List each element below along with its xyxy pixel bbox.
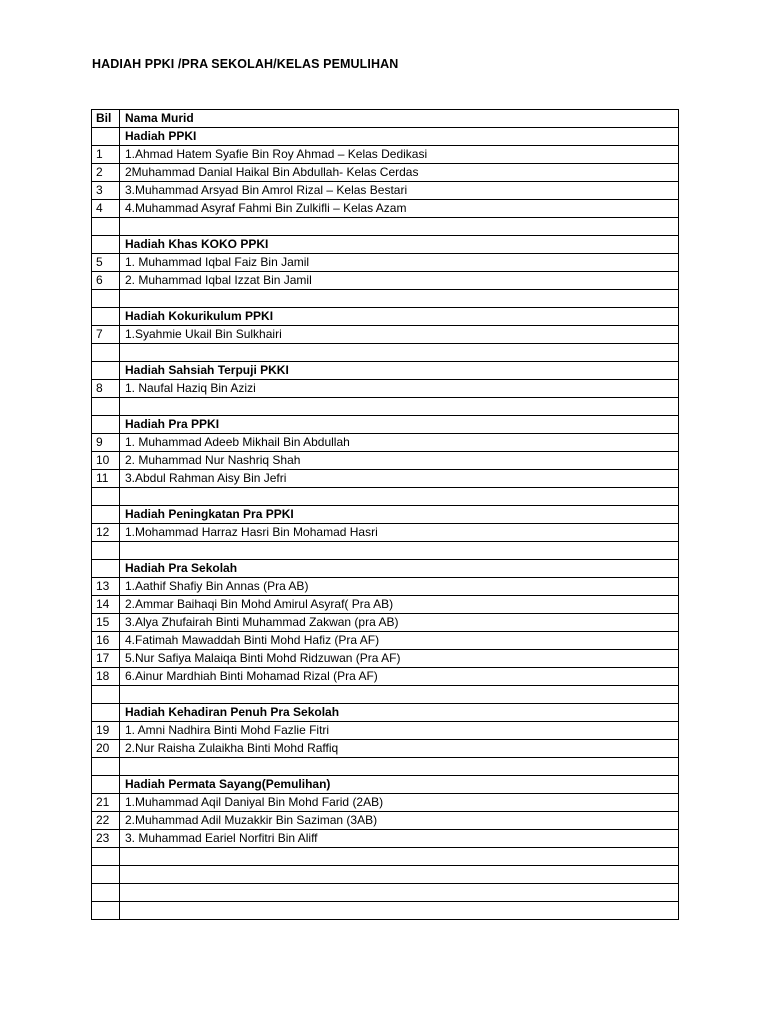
row-number: 19 — [92, 722, 120, 740]
blank-row — [92, 398, 679, 416]
student-name: 3.Alya Zhufairah Binti Muhammad Zakwan (pra AB) — [120, 614, 679, 632]
blank-row — [92, 686, 679, 704]
row-number: 8 — [92, 380, 120, 398]
row-number — [92, 848, 120, 866]
table-row — [92, 452, 679, 470]
student-name — [120, 686, 679, 704]
student-name: 1.Syahmie Ukail Bin Sulkhairi — [120, 326, 679, 344]
section-heading-row — [92, 416, 679, 434]
row-number: 13 — [92, 578, 120, 596]
row-number — [92, 560, 120, 578]
student-name: 4.Muhammad Asyraf Fahmi Bin Zulkifli – Kelas Azam — [120, 200, 679, 218]
table-row — [92, 326, 679, 344]
table-row — [92, 740, 679, 758]
student-name: 2.Nur Raisha Zulaikha Binti Mohd Raffiq — [120, 740, 679, 758]
section-heading: Hadiah Pra PPKI — [120, 416, 679, 434]
table-row — [92, 632, 679, 650]
row-number — [92, 128, 120, 146]
section-heading-row — [92, 236, 679, 254]
row-number — [92, 506, 120, 524]
student-name — [120, 542, 679, 560]
row-number — [92, 884, 120, 902]
row-number: 15 — [92, 614, 120, 632]
section-heading-row — [92, 308, 679, 326]
student-name — [120, 398, 679, 416]
student-name: 6.Ainur Mardhiah Binti Mohamad Rizal (Pra AF) — [120, 668, 679, 686]
student-name: 1.Aathif Shafiy Bin Annas (Pra AB) — [120, 578, 679, 596]
row-number — [92, 758, 120, 776]
row-number — [92, 488, 120, 506]
section-heading: Hadiah Sahsiah Terpuji PKKI — [120, 362, 679, 380]
table-row — [92, 722, 679, 740]
section-heading: Hadiah PPKI — [120, 128, 679, 146]
table-row — [92, 578, 679, 596]
table-row — [92, 614, 679, 632]
blank-row — [92, 848, 679, 866]
student-name: 3.Muhammad Arsyad Bin Amrol Rizal – Kelas Bestari — [120, 182, 679, 200]
student-name — [120, 848, 679, 866]
section-heading: Hadiah Peningkatan Pra PPKI — [120, 506, 679, 524]
blank-row — [92, 488, 679, 506]
section-heading-row — [92, 506, 679, 524]
student-name — [120, 884, 679, 902]
table-row — [92, 812, 679, 830]
student-name: 2. Muhammad Iqbal Izzat Bin Jamil — [120, 272, 679, 290]
blank-row — [92, 884, 679, 902]
section-heading-row — [92, 704, 679, 722]
row-number: 16 — [92, 632, 120, 650]
table-row — [92, 272, 679, 290]
student-name: 2.Muhammad Adil Muzakkir Bin Saziman (3AB) — [120, 812, 679, 830]
row-number — [92, 218, 120, 236]
student-name: 3. Muhammad Eariel Norfitri Bin Aliff — [120, 830, 679, 848]
document-title: HADIAH PPKI /PRA SEKOLAH/KELAS PEMULIHAN — [92, 57, 399, 71]
row-number — [92, 344, 120, 362]
student-name: 5.Nur Safiya Malaiqa Binti Mohd Ridzuwan (Pra AF) — [120, 650, 679, 668]
table-row — [92, 434, 679, 452]
row-number: 17 — [92, 650, 120, 668]
student-name — [120, 758, 679, 776]
row-number: 23 — [92, 830, 120, 848]
row-number: 22 — [92, 812, 120, 830]
student-name — [120, 218, 679, 236]
student-name: 2. Muhammad Nur Nashriq Shah — [120, 452, 679, 470]
header-bil: Bil — [92, 110, 120, 128]
table-row — [92, 146, 679, 164]
row-number: 2 — [92, 164, 120, 182]
student-name — [120, 344, 679, 362]
section-heading-row — [92, 776, 679, 794]
row-number: 14 — [92, 596, 120, 614]
row-number: 4 — [92, 200, 120, 218]
table-row — [92, 596, 679, 614]
table-row — [92, 254, 679, 272]
row-number — [92, 866, 120, 884]
table-row — [92, 830, 679, 848]
student-name: 1.Muhammad Aqil Daniyal Bin Mohd Farid (2AB) — [120, 794, 679, 812]
row-number — [92, 542, 120, 560]
student-name: 4.Fatimah Mawaddah Binti Mohd Hafiz (Pra AF) — [120, 632, 679, 650]
row-number: 10 — [92, 452, 120, 470]
row-number — [92, 290, 120, 308]
section-heading: Hadiah Khas KOKO PPKI — [120, 236, 679, 254]
row-number: 6 — [92, 272, 120, 290]
section-heading: Hadiah Pra Sekolah — [120, 560, 679, 578]
section-heading-row — [92, 128, 679, 146]
section-heading: Hadiah Kokurikulum PPKI — [120, 308, 679, 326]
student-name: 1. Muhammad Iqbal Faiz Bin Jamil — [120, 254, 679, 272]
row-number: 20 — [92, 740, 120, 758]
table-row — [92, 182, 679, 200]
student-name: 1. Muhammad Adeeb Mikhail Bin Abdullah — [120, 434, 679, 452]
blank-row — [92, 902, 679, 920]
table-row — [92, 524, 679, 542]
table-row — [92, 164, 679, 182]
student-name: 2Muhammad Danial Haikal Bin Abdullah- Kelas Cerdas — [120, 164, 679, 182]
section-heading-row — [92, 362, 679, 380]
row-number: 5 — [92, 254, 120, 272]
table-row — [92, 380, 679, 398]
student-name: 3.Abdul Rahman Aisy Bin Jefri — [120, 470, 679, 488]
table-row — [92, 200, 679, 218]
row-number: 18 — [92, 668, 120, 686]
row-number — [92, 902, 120, 920]
row-number: 12 — [92, 524, 120, 542]
student-name: 1. Naufal Haziq Bin Azizi — [120, 380, 679, 398]
row-number — [92, 704, 120, 722]
row-number: 7 — [92, 326, 120, 344]
row-number: 3 — [92, 182, 120, 200]
section-heading-row — [92, 560, 679, 578]
student-name — [120, 866, 679, 884]
blank-row — [92, 542, 679, 560]
row-number — [92, 686, 120, 704]
row-number — [92, 308, 120, 326]
student-name: 1. Amni Nadhira Binti Mohd Fazlie Fitri — [120, 722, 679, 740]
table-row — [92, 650, 679, 668]
blank-row — [92, 218, 679, 236]
section-heading: Hadiah Permata Sayang(Pemulihan) — [120, 776, 679, 794]
student-name — [120, 488, 679, 506]
row-number: 9 — [92, 434, 120, 452]
student-name: 1.Ahmad Hatem Syafie Bin Roy Ahmad – Kelas Dedikasi — [120, 146, 679, 164]
table-header-row — [92, 110, 679, 128]
table-row — [92, 794, 679, 812]
awards-table-body — [92, 110, 679, 920]
blank-row — [92, 344, 679, 362]
table-row — [92, 668, 679, 686]
student-name: 2.Ammar Baihaqi Bin Mohd Amirul Asyraf( Pra AB) — [120, 596, 679, 614]
blank-row — [92, 290, 679, 308]
row-number — [92, 362, 120, 380]
row-number — [92, 398, 120, 416]
student-name: 1.Mohammad Harraz Hasri Bin Mohamad Hasri — [120, 524, 679, 542]
row-number: 11 — [92, 470, 120, 488]
student-name — [120, 902, 679, 920]
row-number — [92, 416, 120, 434]
student-name — [120, 290, 679, 308]
row-number: 21 — [92, 794, 120, 812]
table-row — [92, 470, 679, 488]
row-number — [92, 236, 120, 254]
blank-row — [92, 866, 679, 884]
section-heading: Hadiah Kehadiran Penuh Pra Sekolah — [120, 704, 679, 722]
header-nama-murid: Nama Murid — [120, 110, 679, 128]
awards-table — [91, 109, 679, 920]
row-number: 1 — [92, 146, 120, 164]
blank-row — [92, 758, 679, 776]
row-number — [92, 776, 120, 794]
